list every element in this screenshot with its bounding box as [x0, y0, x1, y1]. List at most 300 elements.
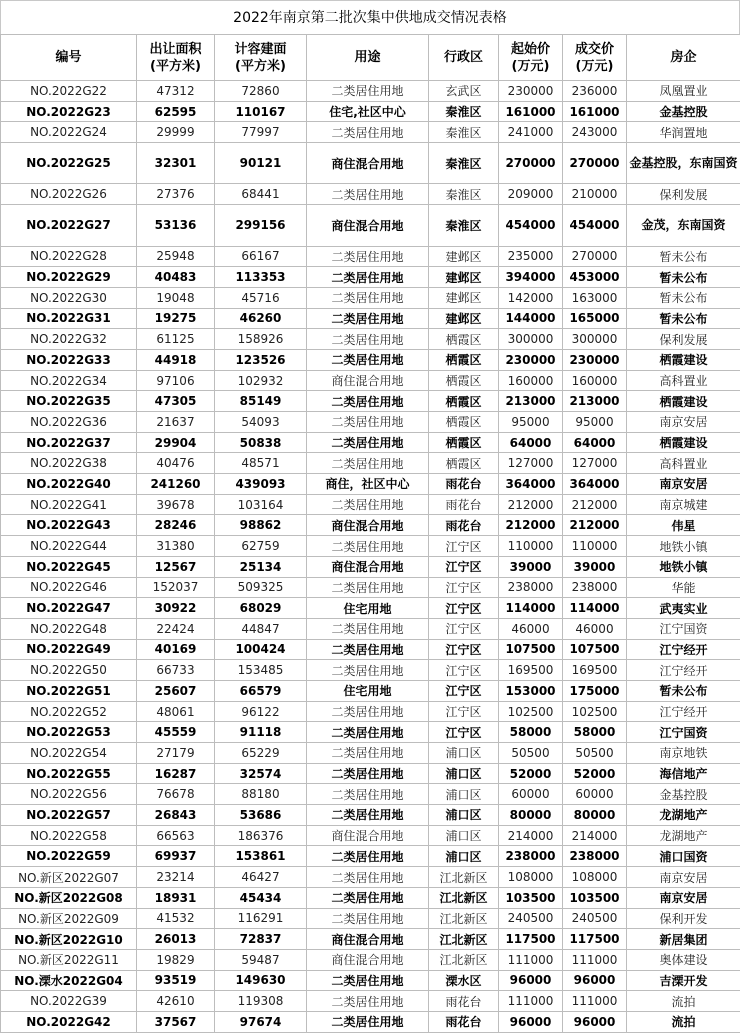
cell-gfa: 68029: [215, 598, 307, 619]
cell-area: 26843: [137, 805, 215, 826]
cell-deal-price: 212000: [563, 494, 627, 515]
cell-start-price: 364000: [499, 474, 563, 495]
cell-code: NO.2022G54: [1, 743, 137, 764]
cell-developer: 金基控股: [627, 784, 740, 805]
table-row: [1, 867, 740, 888]
cell-deal-price: 58000: [563, 722, 627, 743]
cell-use: 二类居住用地: [307, 722, 429, 743]
cell-deal-price: 114000: [563, 598, 627, 619]
cell-use: 二类居住用地: [307, 267, 429, 288]
cell-district: 栖霞区: [429, 329, 499, 350]
cell-gfa: 110167: [215, 101, 307, 122]
cell-developer: 华能: [627, 577, 740, 598]
cell-developer: 保利发展: [627, 184, 740, 205]
cell-deal-price: 165000: [563, 308, 627, 329]
cell-developer: 浦口国资: [627, 846, 740, 867]
cell-start-price: 111000: [499, 949, 563, 970]
cell-developer: 高科置业: [627, 453, 740, 474]
cell-gfa: 77997: [215, 122, 307, 143]
cell-start-price: 127000: [499, 453, 563, 474]
cell-developer: 暂未公布: [627, 308, 740, 329]
cell-use: 二类居住用地: [307, 1011, 429, 1032]
cell-district: 玄武区: [429, 81, 499, 102]
cell-gfa: 65229: [215, 743, 307, 764]
cell-start-price: 240500: [499, 908, 563, 929]
cell-area: 40483: [137, 267, 215, 288]
cell-developer: 金茂，东南国资: [627, 205, 740, 246]
table-row: [1, 267, 740, 288]
table-row: [1, 618, 740, 639]
cell-deal-price: 39000: [563, 556, 627, 577]
cell-gfa: 439093: [215, 474, 307, 495]
cell-code: NO.2022G51: [1, 680, 137, 701]
table-row: [1, 887, 740, 908]
cell-developer: 地铁小镇: [627, 536, 740, 557]
cell-district: 江北新区: [429, 908, 499, 929]
cell-use: 二类居住用地: [307, 867, 429, 888]
cell-start-price: 64000: [499, 432, 563, 453]
cell-gfa: 44847: [215, 618, 307, 639]
cell-start-price: 102500: [499, 701, 563, 722]
cell-gfa: 53686: [215, 805, 307, 826]
table-row: [1, 598, 740, 619]
cell-code: NO.2022G28: [1, 246, 137, 267]
cell-gfa: 88180: [215, 784, 307, 805]
cell-district: 江宁区: [429, 660, 499, 681]
cell-district: 溧水区: [429, 970, 499, 991]
cell-code: NO.2022G41: [1, 494, 137, 515]
cell-gfa: 97674: [215, 1011, 307, 1032]
cell-gfa: 46427: [215, 867, 307, 888]
header-use: 用途: [307, 35, 429, 81]
table-row: [1, 639, 740, 660]
cell-area: 66563: [137, 825, 215, 846]
cell-district: 浦口区: [429, 763, 499, 784]
cell-area: 47312: [137, 81, 215, 102]
cell-district: 浦口区: [429, 743, 499, 764]
cell-developer: 南京安居: [627, 887, 740, 908]
cell-developer: 暂未公布: [627, 287, 740, 308]
cell-developer: 栖霞建设: [627, 349, 740, 370]
table-row: [1, 474, 740, 495]
cell-deal-price: 238000: [563, 577, 627, 598]
cell-developer: 地铁小镇: [627, 556, 740, 577]
cell-gfa: 119308: [215, 991, 307, 1012]
cell-deal-price: 111000: [563, 949, 627, 970]
cell-area: 61125: [137, 329, 215, 350]
cell-start-price: 50500: [499, 743, 563, 764]
cell-use: 二类居住用地: [307, 329, 429, 350]
cell-district: 浦口区: [429, 805, 499, 826]
cell-use: 二类居住用地: [307, 349, 429, 370]
cell-deal-price: 175000: [563, 680, 627, 701]
cell-district: 浦口区: [429, 825, 499, 846]
cell-deal-price: 96000: [563, 970, 627, 991]
cell-district: 江宁区: [429, 536, 499, 557]
cell-use: 住宅用地: [307, 598, 429, 619]
cell-deal-price: 64000: [563, 432, 627, 453]
cell-code: NO.2022G47: [1, 598, 137, 619]
cell-use: 二类居住用地: [307, 846, 429, 867]
cell-gfa: 50838: [215, 432, 307, 453]
cell-code: NO.2022G55: [1, 763, 137, 784]
cell-start-price: 117500: [499, 929, 563, 950]
cell-gfa: 299156: [215, 205, 307, 246]
cell-start-price: 46000: [499, 618, 563, 639]
table-row: [1, 556, 740, 577]
cell-start-price: 454000: [499, 205, 563, 246]
cell-district: 江宁区: [429, 598, 499, 619]
table-row: [1, 825, 740, 846]
cell-area: 97106: [137, 370, 215, 391]
cell-code: NO.溧水2022G04: [1, 970, 137, 991]
cell-area: 16287: [137, 763, 215, 784]
cell-developer: 南京地铁: [627, 743, 740, 764]
cell-use: 二类居住用地: [307, 432, 429, 453]
cell-district: 栖霞区: [429, 349, 499, 370]
cell-area: 76678: [137, 784, 215, 805]
cell-district: 江宁区: [429, 618, 499, 639]
cell-district: 江北新区: [429, 867, 499, 888]
cell-deal-price: 169500: [563, 660, 627, 681]
cell-area: 241260: [137, 474, 215, 495]
cell-code: NO.2022G22: [1, 81, 137, 102]
cell-use: 二类居住用地: [307, 81, 429, 102]
cell-code: NO.2022G44: [1, 536, 137, 557]
cell-code: NO.2022G23: [1, 101, 137, 122]
cell-district: 栖霞区: [429, 453, 499, 474]
cell-code: NO.2022G53: [1, 722, 137, 743]
cell-code: NO.2022G43: [1, 515, 137, 536]
table-row: [1, 184, 740, 205]
cell-deal-price: 103500: [563, 887, 627, 908]
cell-deal-price: 46000: [563, 618, 627, 639]
cell-developer: 南京安居: [627, 412, 740, 433]
cell-gfa: 54093: [215, 412, 307, 433]
cell-deal-price: 270000: [563, 246, 627, 267]
cell-area: 19048: [137, 287, 215, 308]
cell-area: 25607: [137, 680, 215, 701]
cell-code: NO.2022G32: [1, 329, 137, 350]
table-row: [1, 949, 740, 970]
table-title: 2022年南京第二批次集中供地成交情况表格: [0, 0, 740, 34]
cell-area: 12567: [137, 556, 215, 577]
cell-area: 42610: [137, 991, 215, 1012]
cell-gfa: 158926: [215, 329, 307, 350]
cell-code: NO.2022G50: [1, 660, 137, 681]
cell-district: 雨花台: [429, 1011, 499, 1032]
cell-use: 商住混合用地: [307, 929, 429, 950]
cell-start-price: 153000: [499, 680, 563, 701]
cell-code: NO.2022G59: [1, 846, 137, 867]
cell-use: 二类居住用地: [307, 805, 429, 826]
cell-area: 93519: [137, 970, 215, 991]
cell-start-price: 230000: [499, 81, 563, 102]
cell-deal-price: 102500: [563, 701, 627, 722]
cell-code: NO.2022G49: [1, 639, 137, 660]
cell-developer: 江宁经开: [627, 701, 740, 722]
table-row: [1, 515, 740, 536]
cell-area: 45559: [137, 722, 215, 743]
cell-developer: 江宁经开: [627, 639, 740, 660]
cell-gfa: 100424: [215, 639, 307, 660]
cell-area: 26013: [137, 929, 215, 950]
cell-district: 浦口区: [429, 784, 499, 805]
header-developer: 房企: [627, 35, 740, 81]
cell-start-price: 235000: [499, 246, 563, 267]
cell-area: 30922: [137, 598, 215, 619]
cell-district: 建邺区: [429, 267, 499, 288]
cell-area: 21637: [137, 412, 215, 433]
cell-district: 建邺区: [429, 246, 499, 267]
cell-area: 18931: [137, 887, 215, 908]
cell-area: 41532: [137, 908, 215, 929]
cell-code: NO.2022G57: [1, 805, 137, 826]
cell-developer: 伟星: [627, 515, 740, 536]
cell-use: 二类居住用地: [307, 784, 429, 805]
cell-gfa: 103164: [215, 494, 307, 515]
cell-developer: 江宁国资: [627, 618, 740, 639]
cell-deal-price: 163000: [563, 287, 627, 308]
cell-district: 栖霞区: [429, 370, 499, 391]
cell-code: NO.2022G35: [1, 391, 137, 412]
cell-area: 62595: [137, 101, 215, 122]
cell-developer: 金基控股，东南国资: [627, 143, 740, 184]
cell-developer: 保利发展: [627, 329, 740, 350]
cell-developer: 武夷实业: [627, 598, 740, 619]
cell-use: 二类居住用地: [307, 701, 429, 722]
table-row: [1, 494, 740, 515]
cell-code: NO.新区2022G07: [1, 867, 137, 888]
cell-use: 二类居住用地: [307, 391, 429, 412]
cell-developer: 奥体建设: [627, 949, 740, 970]
cell-code: NO.2022G45: [1, 556, 137, 577]
cell-district: 栖霞区: [429, 432, 499, 453]
cell-gfa: 59487: [215, 949, 307, 970]
cell-developer: 暂未公布: [627, 680, 740, 701]
table-row: [1, 680, 740, 701]
cell-gfa: 90121: [215, 143, 307, 184]
table-row: [1, 287, 740, 308]
cell-district: 雨花台: [429, 991, 499, 1012]
cell-gfa: 113353: [215, 267, 307, 288]
cell-developer: 暂未公布: [627, 267, 740, 288]
cell-area: 25948: [137, 246, 215, 267]
cell-gfa: 45716: [215, 287, 307, 308]
cell-gfa: 116291: [215, 908, 307, 929]
cell-developer: 华润置地: [627, 122, 740, 143]
cell-area: 19275: [137, 308, 215, 329]
cell-district: 秦淮区: [429, 184, 499, 205]
cell-developer: 江宁经开: [627, 660, 740, 681]
cell-deal-price: 236000: [563, 81, 627, 102]
cell-gfa: 72837: [215, 929, 307, 950]
cell-developer: 流拍: [627, 991, 740, 1012]
header-row: [1, 35, 740, 81]
cell-developer: 江宁国资: [627, 722, 740, 743]
cell-gfa: 48571: [215, 453, 307, 474]
cell-gfa: 509325: [215, 577, 307, 598]
cell-use: 商住混合用地: [307, 205, 429, 246]
cell-district: 江北新区: [429, 929, 499, 950]
cell-developer: 龙湖地产: [627, 825, 740, 846]
cell-area: 32301: [137, 143, 215, 184]
table-row: [1, 743, 740, 764]
cell-code: NO.新区2022G08: [1, 887, 137, 908]
cell-district: 秦淮区: [429, 122, 499, 143]
cell-use: 二类居住用地: [307, 970, 429, 991]
cell-start-price: 169500: [499, 660, 563, 681]
cell-code: NO.2022G26: [1, 184, 137, 205]
cell-gfa: 68441: [215, 184, 307, 205]
cell-start-price: 214000: [499, 825, 563, 846]
cell-start-price: 300000: [499, 329, 563, 350]
cell-developer: 吉溧开发: [627, 970, 740, 991]
table-row: [1, 660, 740, 681]
cell-gfa: 186376: [215, 825, 307, 846]
cell-start-price: 209000: [499, 184, 563, 205]
cell-code: NO.新区2022G10: [1, 929, 137, 950]
cell-gfa: 153485: [215, 660, 307, 681]
cell-start-price: 39000: [499, 556, 563, 577]
cell-code: NO.2022G25: [1, 143, 137, 184]
cell-gfa: 85149: [215, 391, 307, 412]
cell-code: NO.2022G30: [1, 287, 137, 308]
cell-start-price: 238000: [499, 846, 563, 867]
cell-code: NO.2022G37: [1, 432, 137, 453]
table-row: [1, 101, 740, 122]
cell-gfa: 66167: [215, 246, 307, 267]
cell-developer: 南京城建: [627, 494, 740, 515]
cell-code: NO.2022G42: [1, 1011, 137, 1032]
cell-start-price: 212000: [499, 515, 563, 536]
cell-district: 秦淮区: [429, 205, 499, 246]
header-code: 编号: [1, 35, 137, 81]
cell-deal-price: 96000: [563, 1011, 627, 1032]
cell-gfa: 32574: [215, 763, 307, 784]
cell-district: 江宁区: [429, 577, 499, 598]
cell-code: NO.2022G52: [1, 701, 137, 722]
cell-start-price: 241000: [499, 122, 563, 143]
cell-start-price: 80000: [499, 805, 563, 826]
cell-area: 27179: [137, 743, 215, 764]
cell-start-price: 212000: [499, 494, 563, 515]
table-row: [1, 246, 740, 267]
cell-deal-price: 95000: [563, 412, 627, 433]
cell-area: 44918: [137, 349, 215, 370]
cell-developer: 高科置业: [627, 370, 740, 391]
cell-deal-price: 240500: [563, 908, 627, 929]
table-row: [1, 391, 740, 412]
cell-use: 二类居住用地: [307, 287, 429, 308]
table-row: [1, 846, 740, 867]
cell-use: 二类居住用地: [307, 536, 429, 557]
cell-use: 二类居住用地: [307, 122, 429, 143]
cell-gfa: 91118: [215, 722, 307, 743]
cell-code: NO.2022G46: [1, 577, 137, 598]
table-row: [1, 991, 740, 1012]
cell-deal-price: 52000: [563, 763, 627, 784]
cell-area: 53136: [137, 205, 215, 246]
cell-developer: 暂未公布: [627, 246, 740, 267]
cell-use: 二类居住用地: [307, 887, 429, 908]
cell-developer: 南京安居: [627, 867, 740, 888]
header-district: 行政区: [429, 35, 499, 81]
cell-deal-price: 212000: [563, 515, 627, 536]
cell-use: 二类居住用地: [307, 494, 429, 515]
cell-start-price: 96000: [499, 1011, 563, 1032]
cell-developer: 栖霞建设: [627, 391, 740, 412]
cell-use: 二类居住用地: [307, 184, 429, 205]
cell-start-price: 58000: [499, 722, 563, 743]
cell-start-price: 60000: [499, 784, 563, 805]
cell-developer: 海信地产: [627, 763, 740, 784]
cell-gfa: 96122: [215, 701, 307, 722]
cell-use: 商住混合用地: [307, 370, 429, 391]
cell-use: 二类居住用地: [307, 453, 429, 474]
table-row: [1, 929, 740, 950]
table-body: [1, 81, 740, 1033]
cell-code: NO.2022G40: [1, 474, 137, 495]
cell-use: 二类居住用地: [307, 618, 429, 639]
cell-deal-price: 270000: [563, 143, 627, 184]
cell-code: NO.2022G48: [1, 618, 137, 639]
table-row: [1, 908, 740, 929]
table-row: [1, 763, 740, 784]
cell-code: NO.2022G24: [1, 122, 137, 143]
cell-use: 商住混合用地: [307, 556, 429, 577]
table-row: [1, 784, 740, 805]
cell-start-price: 108000: [499, 867, 563, 888]
cell-gfa: 98862: [215, 515, 307, 536]
cell-gfa: 62759: [215, 536, 307, 557]
table-row: [1, 805, 740, 826]
cell-district: 雨花台: [429, 474, 499, 495]
table-row: [1, 577, 740, 598]
cell-developer: 凤凰置业: [627, 81, 740, 102]
table-row: [1, 432, 740, 453]
cell-gfa: 153861: [215, 846, 307, 867]
cell-start-price: 96000: [499, 970, 563, 991]
cell-deal-price: 364000: [563, 474, 627, 495]
cell-start-price: 111000: [499, 991, 563, 1012]
cell-deal-price: 127000: [563, 453, 627, 474]
cell-area: 40169: [137, 639, 215, 660]
table-row: [1, 143, 740, 184]
table-row: [1, 536, 740, 557]
cell-code: NO.2022G33: [1, 349, 137, 370]
header-start-price: 起始价 (万元): [499, 35, 563, 81]
cell-area: 22424: [137, 618, 215, 639]
cell-deal-price: 214000: [563, 825, 627, 846]
cell-gfa: 149630: [215, 970, 307, 991]
cell-district: 秦淮区: [429, 143, 499, 184]
cell-area: 66733: [137, 660, 215, 681]
cell-start-price: 161000: [499, 101, 563, 122]
cell-developer: 流拍: [627, 1011, 740, 1032]
cell-deal-price: 50500: [563, 743, 627, 764]
cell-use: 住宅,社区中心: [307, 101, 429, 122]
cell-area: 48061: [137, 701, 215, 722]
cell-developer: 金基控股: [627, 101, 740, 122]
cell-district: 江宁区: [429, 639, 499, 660]
cell-use: 二类居住用地: [307, 763, 429, 784]
cell-developer: 栖霞建设: [627, 432, 740, 453]
cell-area: 19829: [137, 949, 215, 970]
cell-use: 商住混合用地: [307, 143, 429, 184]
header-deal-price: 成交价 (万元): [563, 35, 627, 81]
cell-district: 江北新区: [429, 887, 499, 908]
